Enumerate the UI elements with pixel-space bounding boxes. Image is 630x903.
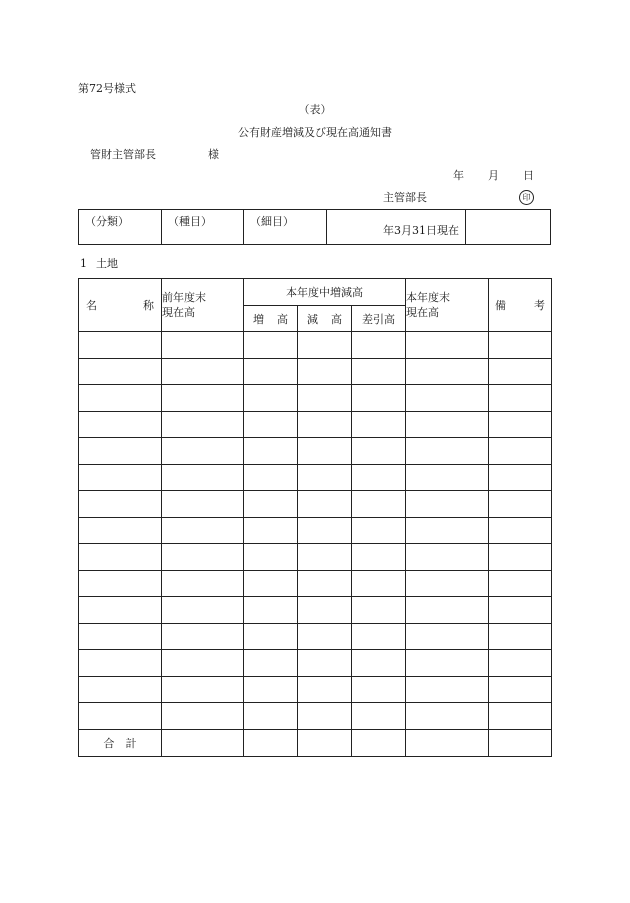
table-cell[interactable] [79, 676, 162, 703]
table-cell[interactable] [79, 544, 162, 571]
table-cell[interactable] [489, 358, 552, 385]
table-cell[interactable] [352, 544, 406, 571]
col-header-decrease: 減高 [298, 306, 352, 332]
table-row [79, 650, 552, 677]
table-cell[interactable] [298, 703, 352, 730]
table-cell[interactable] [244, 570, 298, 597]
table-cell[interactable] [352, 597, 406, 624]
table-row [79, 703, 552, 730]
col-header-change: 本年度中増減高 [244, 279, 406, 306]
table-cell[interactable] [352, 332, 406, 359]
table-cell[interactable] [79, 385, 162, 412]
table-cell[interactable] [352, 491, 406, 518]
header-box [78, 209, 551, 245]
form-side-label: （表） [298, 103, 332, 116]
table-cell[interactable] [406, 491, 489, 518]
table-cell[interactable] [162, 650, 244, 677]
table-cell[interactable] [406, 517, 489, 544]
table-row [79, 464, 552, 491]
seal-stamp-icon: 印 [519, 190, 534, 205]
table-cell[interactable] [489, 570, 552, 597]
col-header-remarks [489, 279, 552, 332]
table-cell[interactable] [406, 464, 489, 491]
table-cell[interactable] [162, 464, 244, 491]
table-row [79, 597, 552, 624]
table-cell[interactable] [244, 703, 298, 730]
table-cell[interactable] [406, 385, 489, 412]
table-cell[interactable] [352, 438, 406, 465]
table-cell[interactable] [298, 411, 352, 438]
date-month-label: 月 [488, 169, 499, 182]
table-cell[interactable] [244, 464, 298, 491]
table-cell[interactable] [489, 438, 552, 465]
header-cell-as-of[interactable] [327, 210, 466, 244]
form-number: 第72号様式 [78, 82, 136, 95]
table-cell[interactable] [244, 438, 298, 465]
col-header-prev-line2: 現在高 [162, 306, 195, 319]
col-header-net: 差引高 [352, 306, 406, 332]
total-cell[interactable] [489, 729, 552, 756]
table-cell[interactable] [298, 385, 352, 412]
section-title: 土地 [96, 257, 118, 270]
table-cell[interactable] [489, 623, 552, 650]
table-cell[interactable] [352, 358, 406, 385]
table-cell[interactable] [298, 650, 352, 677]
table-cell[interactable] [352, 703, 406, 730]
land-table [78, 278, 552, 757]
seal-mark [519, 190, 534, 205]
table-cell[interactable] [79, 358, 162, 385]
col-header-current-line1: 本年度末 [406, 291, 450, 304]
table-cell[interactable] [79, 491, 162, 518]
table-cell[interactable] [406, 358, 489, 385]
table-row [79, 570, 552, 597]
total-cell[interactable] [298, 729, 352, 756]
header-cell-type[interactable] [162, 210, 244, 244]
table-cell[interactable] [79, 650, 162, 677]
table-cell[interactable] [162, 358, 244, 385]
table-cell[interactable] [406, 411, 489, 438]
table-cell[interactable] [79, 438, 162, 465]
table-row [79, 517, 552, 544]
table-cell[interactable] [162, 544, 244, 571]
table-cell[interactable] [162, 385, 244, 412]
table-cell[interactable] [489, 597, 552, 624]
date-year-label: 年 [453, 169, 464, 182]
table-cell[interactable] [244, 491, 298, 518]
col-header-current [406, 279, 489, 332]
table-cell[interactable] [406, 438, 489, 465]
table-cell[interactable] [244, 544, 298, 571]
table-cell[interactable] [244, 411, 298, 438]
table-row [79, 623, 552, 650]
table-cell[interactable] [489, 650, 552, 677]
table-cell[interactable] [406, 676, 489, 703]
header-classification-label: （分類） [85, 215, 129, 228]
table-row [79, 332, 552, 359]
header-type-label: （種目） [168, 215, 212, 228]
table-cell[interactable] [352, 464, 406, 491]
col-header-current-line2: 現在高 [406, 306, 439, 319]
total-cell[interactable] [162, 729, 244, 756]
table-cell[interactable] [298, 358, 352, 385]
table-cell[interactable] [489, 676, 552, 703]
table-cell[interactable] [79, 332, 162, 359]
col-header-remarks-a: 備 [495, 299, 506, 312]
col-header-prev [162, 279, 244, 332]
table-cell[interactable] [79, 623, 162, 650]
table-cell[interactable] [298, 464, 352, 491]
table-cell[interactable] [489, 491, 552, 518]
table-cell[interactable] [489, 703, 552, 730]
issuer-label: 主管部長 [383, 191, 427, 204]
table-cell[interactable] [162, 703, 244, 730]
table-cell[interactable] [298, 623, 352, 650]
table-cell[interactable] [244, 385, 298, 412]
table-cell[interactable] [352, 385, 406, 412]
table-cell[interactable] [489, 411, 552, 438]
addressee: 管財主管部長 [90, 148, 156, 161]
total-label: 合 計 [79, 729, 162, 756]
table-cell[interactable] [162, 597, 244, 624]
table-cell[interactable] [244, 650, 298, 677]
table-row [79, 676, 552, 703]
table-cell[interactable] [298, 517, 352, 544]
table-cell[interactable] [244, 332, 298, 359]
table-row [79, 544, 552, 571]
table-cell[interactable] [244, 676, 298, 703]
table-cell[interactable] [352, 623, 406, 650]
table-cell[interactable] [162, 491, 244, 518]
table-cell[interactable] [298, 544, 352, 571]
addressee-honorific: 様 [208, 148, 219, 161]
table-cell[interactable] [244, 358, 298, 385]
date-day-label: 日 [523, 169, 534, 182]
form-title: 公有財産増減及び現在高通知書 [238, 126, 392, 139]
table-cell[interactable] [162, 623, 244, 650]
table-cell[interactable] [406, 650, 489, 677]
table-cell[interactable] [79, 703, 162, 730]
table-cell[interactable] [79, 464, 162, 491]
table-cell[interactable] [162, 332, 244, 359]
table-cell[interactable] [489, 385, 552, 412]
table-cell[interactable] [406, 597, 489, 624]
col-header-name-b: 称 [143, 299, 154, 312]
table-cell[interactable] [162, 570, 244, 597]
col-header-remarks-b: 考 [534, 299, 545, 312]
table-cell[interactable] [244, 517, 298, 544]
table-cell[interactable] [79, 517, 162, 544]
land-table-body [79, 279, 552, 757]
table-cell[interactable] [406, 623, 489, 650]
table-cell[interactable] [162, 517, 244, 544]
table-cell[interactable] [489, 517, 552, 544]
table-cell[interactable] [489, 544, 552, 571]
header-cell-classification[interactable] [79, 210, 162, 244]
table-row [79, 491, 552, 518]
total-cell[interactable] [244, 729, 298, 756]
table-cell[interactable] [352, 676, 406, 703]
table-cell[interactable] [79, 411, 162, 438]
table-cell[interactable] [298, 676, 352, 703]
header-cell-detail[interactable] [244, 210, 327, 244]
table-cell[interactable] [489, 464, 552, 491]
table-row [79, 411, 552, 438]
table-cell[interactable] [79, 597, 162, 624]
col-header-prev-line1: 前年度末 [162, 291, 206, 304]
table-cell[interactable] [406, 703, 489, 730]
total-cell[interactable] [352, 729, 406, 756]
table-cell[interactable] [162, 411, 244, 438]
table-cell[interactable] [162, 676, 244, 703]
table-cell[interactable] [298, 570, 352, 597]
table-row [79, 385, 552, 412]
table-cell[interactable] [489, 332, 552, 359]
table-cell[interactable] [298, 491, 352, 518]
table-cell[interactable] [298, 332, 352, 359]
table-row [79, 358, 552, 385]
table-cell[interactable] [352, 650, 406, 677]
table-cell[interactable] [79, 570, 162, 597]
table-cell[interactable] [162, 438, 244, 465]
table-cell[interactable] [244, 623, 298, 650]
col-header-name [79, 279, 162, 332]
section-number: 1 [80, 257, 87, 270]
header-detail-label: （細目） [250, 215, 294, 228]
table-cell[interactable] [406, 544, 489, 571]
col-header-increase: 増高 [244, 306, 298, 332]
table-cell[interactable] [298, 438, 352, 465]
total-row [79, 729, 552, 756]
header-as-of-label: 年3月31日現在 [383, 224, 459, 237]
table-cell[interactable] [352, 570, 406, 597]
header-cell-blank[interactable] [466, 210, 550, 244]
table-cell[interactable] [352, 517, 406, 544]
col-header-name-a: 名 [86, 299, 97, 312]
table-cell[interactable] [406, 570, 489, 597]
table-cell[interactable] [406, 332, 489, 359]
total-cell[interactable] [406, 729, 489, 756]
table-cell[interactable] [298, 597, 352, 624]
table-cell[interactable] [244, 597, 298, 624]
table-cell[interactable] [352, 411, 406, 438]
table-row [79, 438, 552, 465]
